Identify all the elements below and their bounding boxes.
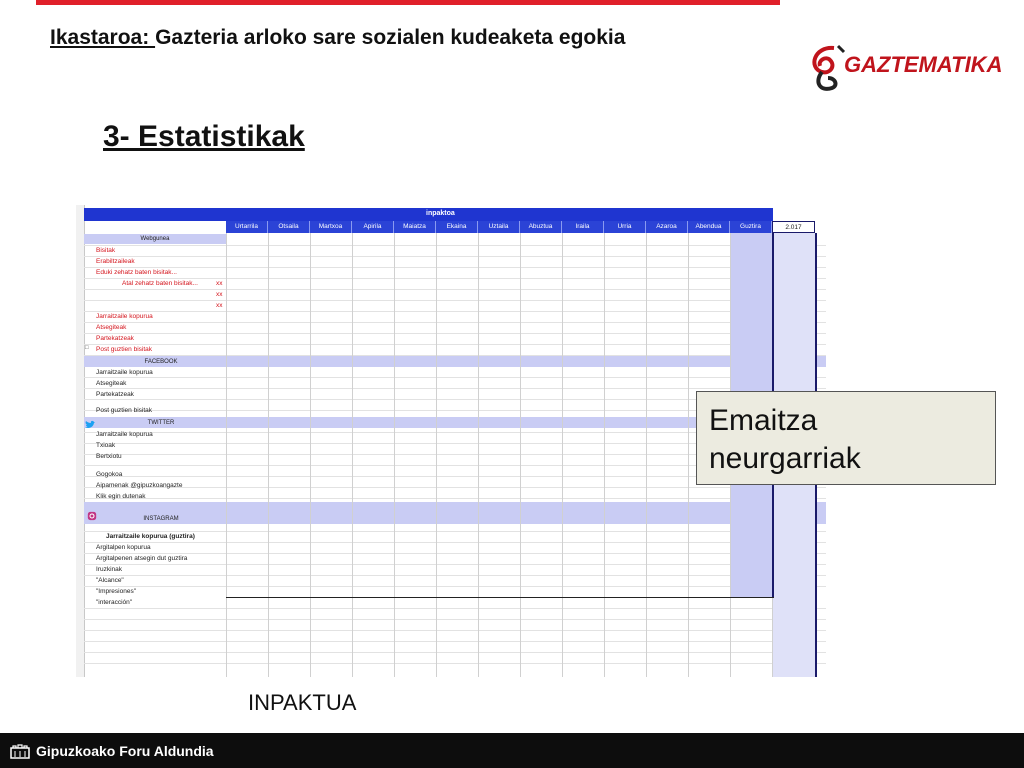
- course-name: Gazteria arloko sare sozialen kudeaketa egokia: [155, 26, 626, 49]
- month-header: Maiatza: [394, 221, 436, 233]
- row-label: Partekatzeak: [96, 335, 134, 342]
- row-label: Bertxiotu: [96, 453, 122, 460]
- month-header: Urtarrila: [226, 221, 268, 233]
- row-label: Iruzkinak: [96, 566, 123, 573]
- logo-text: GAZTEMATIKA: [844, 52, 1003, 77]
- row-label: Argitalpen kopurua: [96, 544, 151, 551]
- row-label: Post guztien bisitak: [96, 346, 153, 353]
- row-label: Klik egin dutenak: [96, 493, 146, 500]
- month-header: Urria: [604, 221, 646, 233]
- month-header: Apirila: [352, 221, 394, 233]
- section-title: 3- Estatistikak: [103, 120, 305, 153]
- month-header: Abuztua: [520, 221, 562, 233]
- row-label: Partekatzeak: [96, 391, 134, 398]
- xx-mark: xx: [216, 291, 223, 298]
- course-title: [50, 26, 625, 50]
- xx-mark: xx: [216, 302, 223, 309]
- table-bottom-border: [226, 597, 774, 598]
- row-label: Erabiltzaileak: [96, 258, 135, 265]
- row-label: Argitalpenen atsegin dut guztira: [96, 555, 188, 562]
- month-header: Iraila: [562, 221, 604, 233]
- section-facebook: FACEBOOK: [144, 359, 178, 365]
- top-accent-bar: [36, 0, 780, 5]
- total-header: Guztira: [730, 221, 772, 233]
- section-web: Webgunea: [84, 234, 226, 244]
- row-label: Aipamenak @gipuzkoangazte: [96, 482, 183, 489]
- row-label: Post guztien bisitak: [96, 407, 153, 414]
- row-label: Txioak: [96, 442, 116, 449]
- row-label: "Alcance": [96, 577, 124, 584]
- month-header: Abendua: [688, 221, 730, 233]
- row-label: Jarraitzaile kopurua: [96, 313, 153, 320]
- callout-line-2: neurgarriak: [709, 442, 861, 475]
- results-callout: [696, 391, 996, 485]
- xx-mark: xx: [216, 280, 223, 287]
- sheet-caption: INPAKTUA: [248, 690, 357, 715]
- month-header: Azaroa: [646, 221, 688, 233]
- facebook-icon: □: [85, 345, 89, 351]
- row-label: Gogokoa: [96, 471, 123, 478]
- month-header: Uztaila: [478, 221, 520, 233]
- row-label: Jarraitzaile kopurua (guztira): [106, 533, 195, 540]
- row-label: Atsegiteak: [96, 324, 127, 331]
- table-title: inpaktoa: [426, 210, 455, 217]
- callout-line-1: Emaitza: [709, 404, 818, 437]
- year-header: 2.017: [772, 221, 815, 233]
- footer-org-name: Gipuzkoako Foru Aldundia: [36, 743, 214, 759]
- twitter-icon: [84, 420, 96, 430]
- coat-of-arms-icon: [10, 745, 30, 759]
- footer-bar: [0, 733, 1024, 768]
- row-label: Jarraitzaile kopurua: [96, 431, 153, 438]
- course-label: Ikastaroa:: [50, 26, 156, 49]
- month-header: Ekaina: [436, 221, 478, 233]
- gaztematika-logo: [804, 38, 1003, 94]
- month-header: Otsaila: [268, 221, 310, 233]
- row-label: Atal zehatz baten bisitak...: [122, 280, 198, 287]
- month-header: Martxoa: [310, 221, 352, 233]
- row-label: Eduki zehatz baten bisitak...: [96, 269, 177, 276]
- row-label: Bisitak: [96, 247, 116, 254]
- row-label: Atsegiteak: [96, 380, 127, 387]
- row-label: "Impresiones": [96, 588, 137, 595]
- row-label: Jarraitzaile kopurua: [96, 369, 153, 376]
- row-label: "interacción": [96, 599, 133, 606]
- section-instagram: INSTAGRAM: [143, 516, 179, 522]
- logo-g-swirl-icon: [814, 46, 844, 89]
- section-twitter: TWITTER: [147, 420, 175, 426]
